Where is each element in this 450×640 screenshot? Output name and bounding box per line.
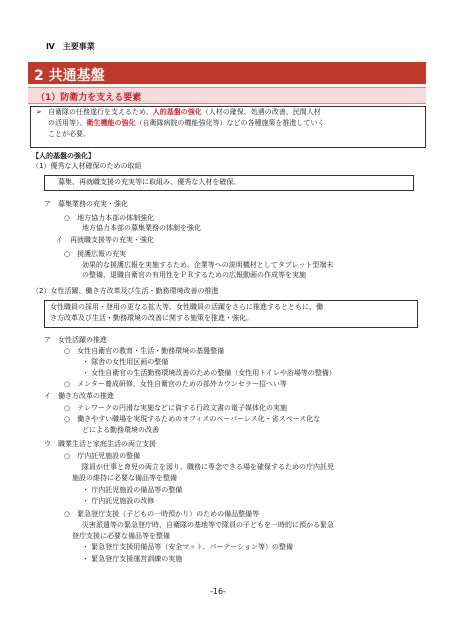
s2-c-item-7: 災害派遣等の緊急登庁時、自衛隊の基地等で隊員の子どもを一時的に預かる緊急 — [82, 521, 334, 529]
s2-b-title: イ 働き方改革の推進 — [44, 392, 114, 400]
s2-c-item-2: 隊員が仕事と育児の両立を図り、職務に専念できる場を確保するための庁内託児 — [82, 463, 334, 471]
s2-c-title: ウ 職業生活と家庭生活の両立支援 — [44, 440, 156, 448]
s2-c-item-6: ○ 緊急登庁支援（子どもの一時預かり）のための備品整備等 — [64, 510, 260, 518]
s2-summary-line-2: き方改革及び生活・勤務環境の改善に関する施策を推進・強化。 — [50, 314, 253, 322]
s2-title: （2）女性活躍、働き方改革及び生活・勤務環境改善の推進 — [32, 287, 219, 295]
s2-c-item-8: 登庁支援に必要な備品等を整備 — [72, 532, 170, 540]
s2-b-item-3: どによる勤務環境の改善 — [82, 426, 159, 434]
s1-b-title: イ 再就職支援等の充実・強化 — [56, 236, 154, 244]
s2-a-item-3: ・ 女性自衛官の生活勤務環境改善のための整備（女性用トイレや浴場等の整備） — [82, 369, 336, 377]
s1-a-item-2: 地方協力本部の募集業務の体制を強化 — [82, 224, 201, 232]
s1-summary-text: 募集、再就職支援の充実等に取組み、優秀な人材を確保。 — [58, 178, 241, 186]
s1-b-item-2: 効果的な援護広報を実施するため、企業等への説明機材としてタブレット型端末 — [82, 261, 334, 269]
s2-a-item-2: ・ 隊舎の女性用区画の整備 — [82, 358, 169, 366]
s2-c-item-9: ・ 緊急登庁支援用備品等（安全マット、パーテーション等）の整備 — [82, 543, 294, 551]
s1-title: （1）優秀な人材確保のための取組 — [32, 162, 142, 170]
s2-a-item-1: ○ 女性自衛官の教育・生活・勤務環境の基盤整備 — [64, 347, 225, 355]
section-header: Ⅳ 主要事業 — [46, 42, 95, 51]
intro-line-1: 自衛隊の任務遂行を支えるため、人的基盤の強化（人材の確保、処遇の改善、民間人材 — [48, 108, 321, 116]
s2-a-title: ア 女性活躍の推進 — [44, 336, 107, 344]
intro-line-3: ことが必要。 — [48, 130, 90, 138]
page-number: -16- — [210, 587, 226, 596]
s2-c-item-3: 施設の維持に必要な備品等を整備 — [72, 474, 177, 482]
s2-b-item-1: ○ テレワークの円滑な実施などに資する行政文書の電子媒体化の実施 — [64, 404, 287, 412]
s1-a-item-1: ○ 地方協力本部の体制強化 — [64, 214, 155, 222]
s1-b-item-1: ○ 援護広報の充実 — [64, 250, 127, 258]
arrow-bullet-icon: ➢ — [36, 108, 42, 116]
s2-c-item-10: ・ 緊急登庁支援運営訓練の実施 — [82, 555, 183, 563]
section-heading: 【人的基盤の強化】 — [32, 152, 95, 160]
s2-c-item-5: ・ 庁内託児施設の改修 — [82, 497, 155, 505]
intro-line-2: の活用等）、衛生機能の強化（自衛隊病院の機能強化等）などの各種施策を推進していく — [48, 119, 325, 127]
title-bar — [28, 62, 426, 84]
s1-a-title: ア 募集業務の充実・強化 — [44, 200, 128, 208]
s2-summary-line-1: 女性職員の採用・登用の更なる拡大等、女性職員の活躍をさらに推進するとともに、働 — [50, 303, 323, 311]
title-bar-text: 2 共通基盤 — [34, 68, 105, 84]
s2-a-item-4: ○ メンター養成研修、女性自衛官のための部外カウンセラー招へい等 — [64, 380, 287, 388]
s2-b-item-2: ○ 働きやすい職場を実現するためのオフィスのペーパーレス化・省スペース化な — [64, 415, 321, 423]
s2-c-item-1: ○ 庁内託児施設の整備 — [64, 452, 141, 460]
s1-b-item-3: の整備、退職自衛官の有用性をＰＲするための広報動画の作成等を実施 — [82, 271, 306, 279]
s2-c-item-4: ・ 庁内託児施設の備品等の整備 — [82, 486, 183, 494]
subtitle-bar — [28, 87, 426, 104]
subtitle-bar-text: （1）防衛力を支える要素 — [36, 93, 142, 103]
